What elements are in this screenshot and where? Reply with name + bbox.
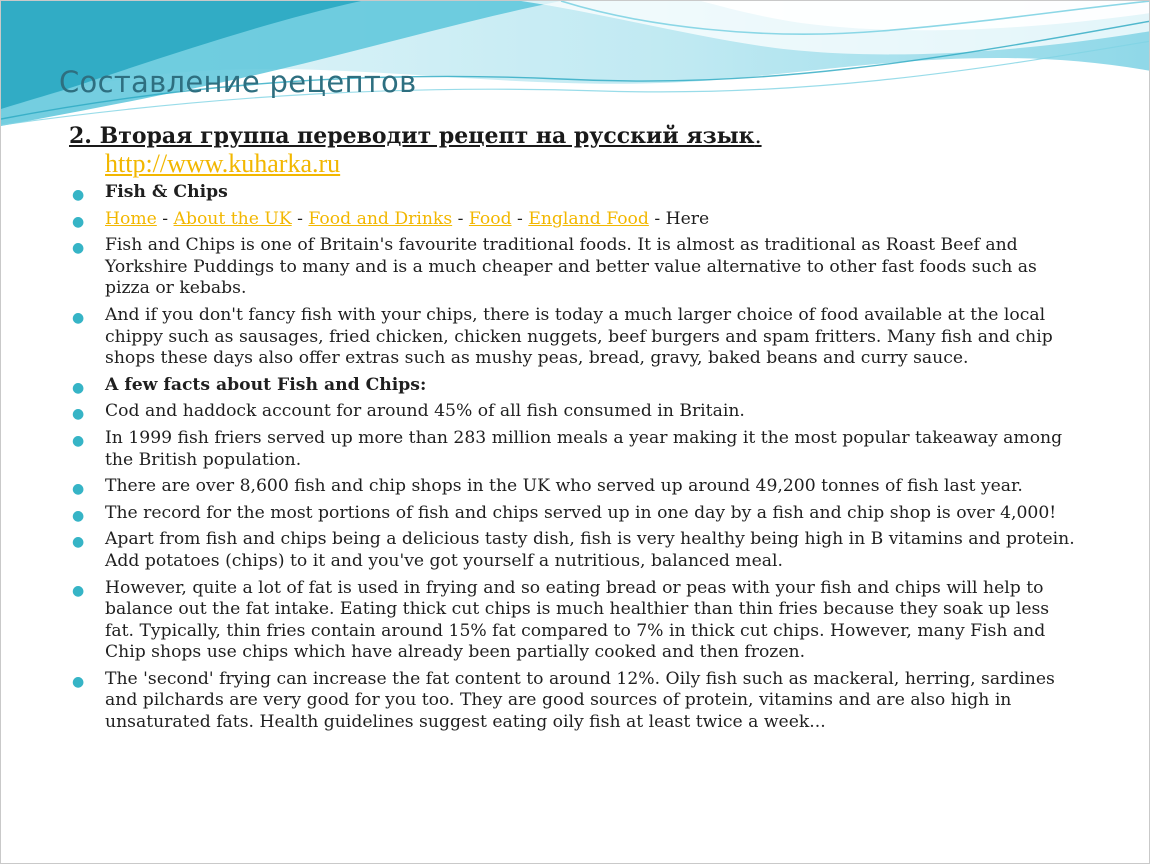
breadcrumb-link-england-food[interactable]: England Food [528,208,649,229]
list-item [69,401,1079,423]
fact-text: The 'second' frying can increase the fat content to around 12%. Oily fish such as mackeral, herring, sardines and pilchards are very good for you too. They are good sources of protein, vitamins and are also high in unsaturated fats. Health guidelines suggest eating oily fish at least twice a week... [105,668,1055,733]
fact-text: The record for the most portions of fish and chips served up in one day by a fish and chip shop is over 4,000! [105,502,1057,523]
paragraph-alternatives: And if you don't fancy fish with your chips, there is today a much larger choice of food available at the local chippy such as sausages, fried chicken, chicken nuggets, beef burgers and spam fritters. Many fish and chip shops these days also offer extras such as mushy peas, bread, gravy, baked beans and curry sauce. [105,304,1053,369]
bullet-icon: ● [72,432,85,449]
bullet-icon: ● [72,187,85,203]
list-item [69,503,1079,525]
bullet-icon: ● [72,240,85,257]
list-item [69,235,1079,300]
recipe-list [69,182,1079,734]
list-item [69,428,1079,471]
fact-text: Apart from fish and chips being a delicious tasty dish, fish is very healthy being high in B vitamins and protein. Add potatoes (chips) to it and you've got yourself a nutritious, balanced meal. [105,529,1075,571]
bullet-icon: ● [72,534,85,551]
task-heading [69,123,1079,150]
breadcrumb-link-about-uk[interactable]: About the UK [173,208,292,229]
bullet-icon: ● [72,673,85,690]
bullet-icon: ● [72,213,85,230]
list-item [69,375,1079,397]
breadcrumb-link-home[interactable]: Home [105,208,157,229]
fact-text: In 1999 fish friers served up more than 283 million meals a year making it the most popular takeaway among the British population. [105,427,1063,470]
slide-title: Составление рецептов [59,65,417,99]
breadcrumb-separator: - [291,208,309,229]
slide-body [69,123,1079,739]
task-heading-text: 2. Вторая группа переводит рецепт на русский язык [69,123,755,149]
recipe-heading: Fish & Chips [105,182,228,202]
bullet-icon: ● [72,379,85,396]
paragraph-intro: Fish and Chips is one of Britain's favourite traditional foods. It is almost as traditional as Roast Beef and Yorkshire Puddings to many and is a much cheaper and better value alternative to other fast foods such as pizza or kebabs. [105,235,1037,299]
breadcrumb-separator: - [648,208,666,229]
bullet-icon: ● [72,406,85,423]
facts-heading: A few facts about Fish and Chips: [105,374,427,395]
bullet-icon: ● [72,507,85,524]
breadcrumb-link-food-drinks[interactable]: Food and Drinks [308,208,453,229]
breadcrumb-link-food[interactable]: Food [468,208,512,229]
source-link[interactable]: http://www.kuharka.ru [105,149,341,178]
breadcrumb-separator: - [511,208,529,229]
bullet-icon: ● [72,309,85,326]
fact-text: There are over 8,600 fish and chip shops in the UK who served up around 49,200 tonnes of fish last year. [105,476,1023,497]
bullet-icon: ● [72,582,85,599]
list-item [69,305,1079,370]
list-item [69,476,1079,498]
list-item [69,578,1079,664]
list-item [69,669,1079,734]
fact-text: Cod and haddock account for around 45% of all fish consumed in Britain. [105,401,745,422]
breadcrumb-current: Here [665,208,710,229]
breadcrumb-separator: - [156,208,174,229]
bullet-icon: ● [72,481,85,498]
breadcrumb [69,209,1079,231]
list-item [69,182,1079,204]
breadcrumb-separator: - [452,208,469,229]
fact-text: However, quite a lot of fat is used in frying and so eating bread or peas with your fish and chips will help to balance out the fat intake. Eating thick cut chips is much healthier than thin fries because they soak up less fat. Typically, thin fries contain around 15% fat compared to 7% in thick cut chips. However, many Fish and Chip shops use chips which have already been partially cooked and then frozen. [105,577,1050,663]
task-heading-dot: . [754,124,762,149]
list-item [69,529,1079,572]
